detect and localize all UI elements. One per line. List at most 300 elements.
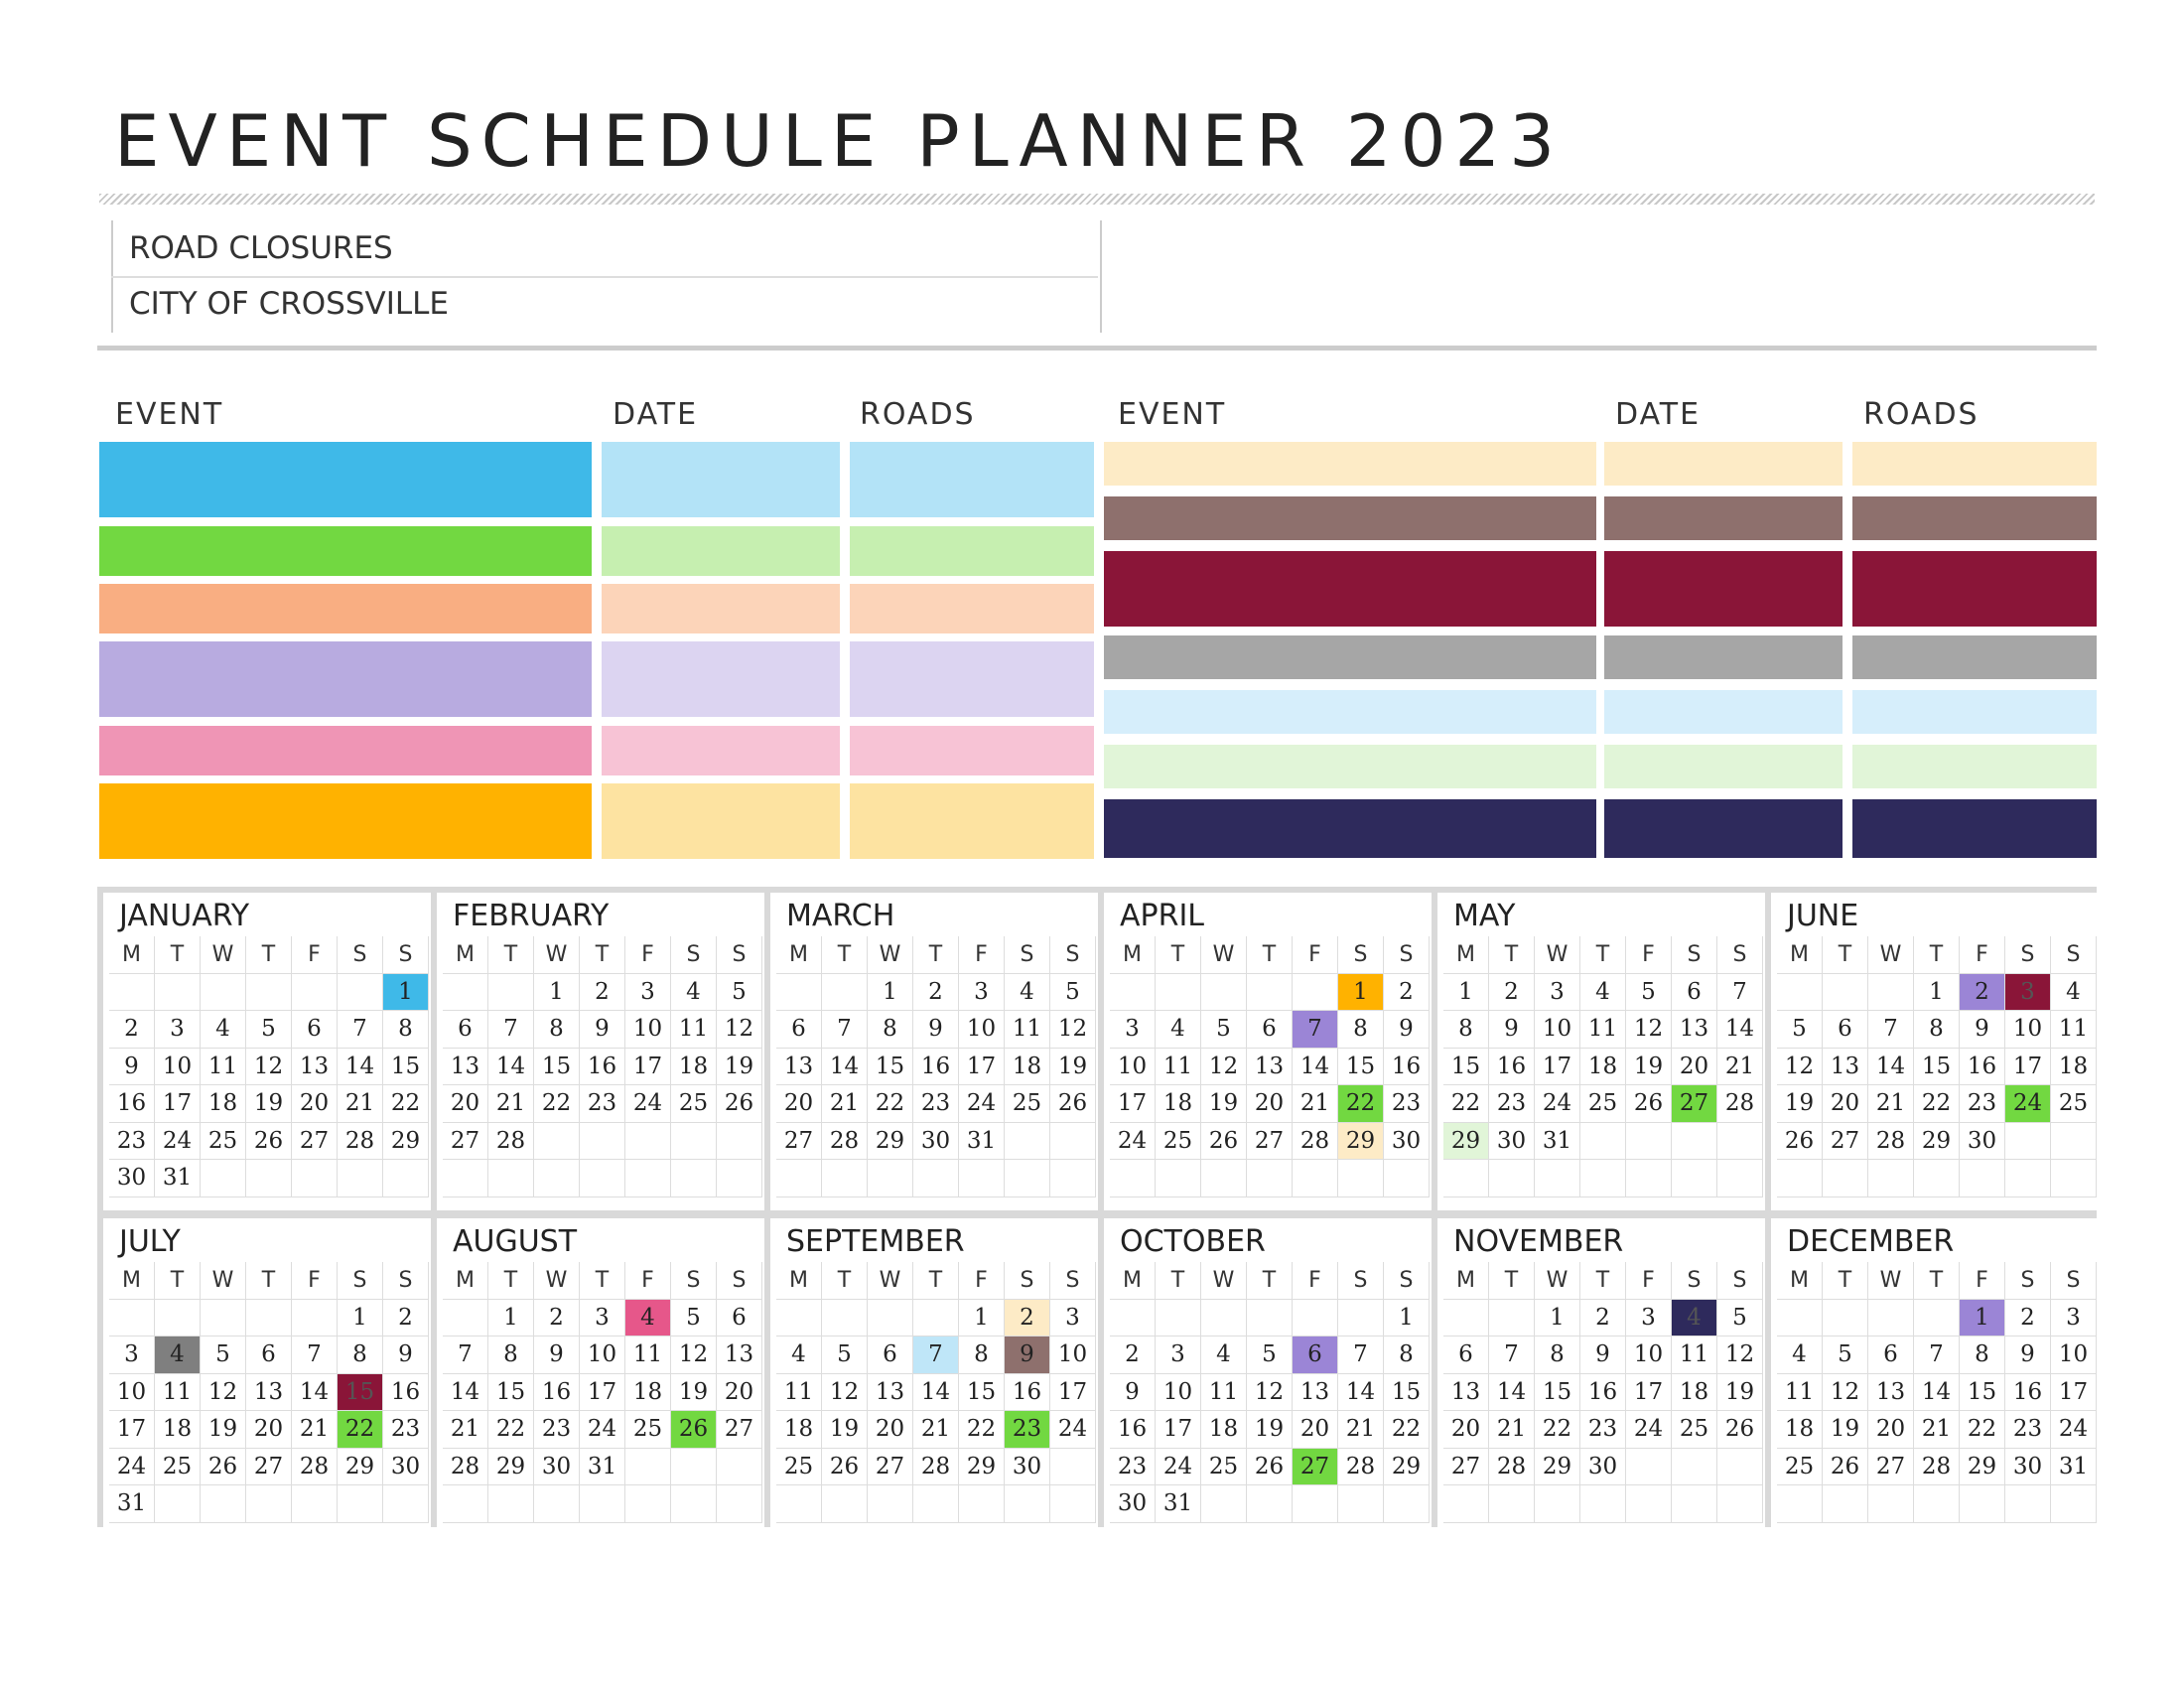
day-cell: 3 [155,1011,201,1049]
event-roads [1852,799,2097,858]
day-cell: 18 [1672,1374,1717,1412]
empty-day-cell [1247,1300,1293,1337]
event-name [99,641,592,717]
day-cell: 5 [246,1011,292,1049]
weekday-label: W [201,936,246,974]
weekday-label: S [1384,1262,1430,1300]
day-cell: 12 [1201,1049,1247,1086]
weekday-label: T [1247,936,1293,974]
day-cell: 26 [822,1449,868,1486]
weekday-label: T [913,936,959,974]
day-cell: 20 [443,1085,488,1123]
day-cell: 17 [109,1411,155,1449]
empty-day-cell [868,1485,913,1523]
col-event-right: EVENT [1118,397,1227,432]
day-cell: 30 [913,1123,959,1161]
day-cell: 9 [1580,1336,1626,1374]
day-cell: 24 [959,1085,1005,1123]
weekday-label: W [1535,1262,1580,1300]
empty-day-cell [292,1485,338,1523]
day-cell: 21 [1338,1411,1384,1449]
month-may [1437,893,1765,1210]
day-cell: 29 [959,1449,1005,1486]
event-roads [850,641,1094,717]
empty-day-cell [201,1160,246,1197]
month-grid [1110,1262,1430,1523]
day-cell: 1 [1443,974,1489,1012]
day-cell: 19 [1777,1085,1823,1123]
empty-day-cell [1580,1160,1626,1197]
day-cell: 27 [443,1123,488,1161]
day-cell: 5 [671,1300,717,1337]
day-cell-highlighted: 1 [383,974,429,1012]
weekday-label: T [913,1262,959,1300]
month-name: JULY [119,1224,181,1259]
day-cell: 11 [1201,1374,1247,1412]
month-name: JUNE [1787,899,1859,933]
day-cell: 21 [1717,1049,1763,1086]
day-cell: 19 [1201,1085,1247,1123]
day-cell: 4 [2051,974,2097,1012]
day-cell: 6 [1868,1336,1914,1374]
empty-day-cell [246,1300,292,1337]
empty-day-cell [1717,1449,1763,1486]
year-calendar [97,887,2097,1527]
empty-day-cell [1005,1160,1050,1197]
empty-day-cell [338,974,383,1012]
empty-day-cell [1777,974,1823,1012]
empty-day-cell [1050,1123,1096,1161]
empty-day-cell [1156,1160,1201,1197]
weekday-label: W [868,1262,913,1300]
weekday-label: F [1293,1262,1338,1300]
day-cell: 29 [338,1449,383,1486]
empty-day-cell [1338,1300,1384,1337]
empty-day-cell [383,1485,429,1523]
day-cell: 25 [671,1085,717,1123]
day-cell: 13 [1247,1049,1293,1086]
day-cell: 31 [580,1449,625,1486]
day-cell: 26 [1777,1123,1823,1161]
day-cell: 9 [534,1336,580,1374]
day-cell: 8 [1338,1011,1384,1049]
day-cell: 22 [1914,1085,1960,1123]
day-cell: 29 [383,1123,429,1161]
empty-day-cell [1777,1160,1823,1197]
weekday-label: F [959,1262,1005,1300]
day-cell: 30 [1005,1449,1050,1486]
day-cell-highlighted: 6 [1293,1336,1338,1374]
day-cell: 23 [580,1085,625,1123]
day-cell: 16 [2005,1374,2051,1412]
day-cell: 28 [822,1123,868,1161]
day-cell: 1 [338,1300,383,1337]
day-cell: 12 [1626,1011,1672,1049]
empty-day-cell [155,1300,201,1337]
month-name: SEPTEMBER [786,1224,965,1259]
day-cell: 10 [2005,1011,2051,1049]
empty-day-cell [246,1160,292,1197]
empty-day-cell [1443,1160,1489,1197]
day-cell: 4 [1777,1336,1823,1374]
day-cell: 10 [2051,1336,2097,1374]
empty-day-cell [671,1160,717,1197]
day-cell: 20 [1672,1049,1717,1086]
weekday-label: T [1489,1262,1535,1300]
day-cell: 26 [1823,1449,1868,1486]
month-grid [109,1262,429,1523]
day-cell: 1 [959,1300,1005,1337]
day-cell: 14 [1717,1011,1763,1049]
empty-day-cell [1443,1300,1489,1337]
weekday-label: S [1005,1262,1050,1300]
day-cell: 30 [2005,1449,2051,1486]
day-cell: 27 [292,1123,338,1161]
empty-day-cell [959,1485,1005,1523]
day-cell: 27 [1823,1123,1868,1161]
day-cell: 17 [1626,1374,1672,1412]
empty-day-cell [1672,1160,1717,1197]
day-cell-highlighted: 2 [1005,1300,1050,1337]
day-cell-highlighted: 9 [1005,1336,1050,1374]
empty-day-cell [776,1485,822,1523]
col-roads-right: ROADS [1863,397,1979,432]
empty-day-cell [1717,1123,1763,1161]
empty-day-cell [1626,1160,1672,1197]
day-cell: 18 [671,1049,717,1086]
header-rule [97,346,2097,351]
day-cell: 11 [1580,1011,1626,1049]
weekday-label: M [1110,1262,1156,1300]
day-cell: 5 [1717,1300,1763,1337]
day-cell: 24 [2051,1411,2097,1449]
day-cell: 16 [383,1374,429,1412]
empty-day-cell [1777,1485,1823,1523]
day-cell: 12 [1823,1374,1868,1412]
day-cell: 24 [1535,1085,1580,1123]
day-cell: 21 [1868,1085,1914,1123]
empty-day-cell [671,1485,717,1523]
empty-day-cell [1823,1300,1868,1337]
weekday-label: S [338,936,383,974]
day-cell: 3 [2051,1300,2097,1337]
day-cell: 30 [1384,1123,1430,1161]
day-cell-highlighted: 24 [2005,1085,2051,1123]
empty-day-cell [1672,1123,1717,1161]
day-cell: 18 [201,1085,246,1123]
empty-day-cell [1050,1160,1096,1197]
day-cell: 13 [1293,1374,1338,1412]
empty-day-cell [776,974,822,1012]
empty-day-cell [338,1160,383,1197]
day-cell: 23 [2005,1411,2051,1449]
day-cell: 21 [443,1411,488,1449]
weekday-label: T [1580,1262,1626,1300]
day-cell: 3 [625,974,671,1012]
day-cell: 4 [1580,974,1626,1012]
weekday-label: S [2005,936,2051,974]
empty-day-cell [1110,1160,1156,1197]
empty-day-cell [1293,974,1338,1012]
day-cell: 12 [822,1374,868,1412]
day-cell: 29 [1535,1449,1580,1486]
day-cell: 16 [534,1374,580,1412]
empty-day-cell [913,1485,959,1523]
day-cell: 11 [1672,1336,1717,1374]
empty-day-cell [822,974,868,1012]
weekday-label: M [443,1262,488,1300]
day-cell: 30 [1580,1449,1626,1486]
day-cell: 17 [155,1085,201,1123]
weekday-label: F [1960,1262,2005,1300]
day-cell: 8 [383,1011,429,1049]
month-november [1437,1218,1765,1536]
weekday-label: S [1717,1262,1763,1300]
day-cell: 19 [717,1049,762,1086]
day-cell: 18 [1777,1411,1823,1449]
day-cell: 7 [1338,1336,1384,1374]
empty-day-cell [1338,1485,1384,1523]
empty-day-cell [776,1160,822,1197]
day-cell: 10 [625,1011,671,1049]
empty-day-cell [155,974,201,1012]
month-grid [776,936,1096,1197]
event-roads [1852,690,2097,734]
empty-day-cell [1156,1300,1201,1337]
event-date [602,726,840,775]
event-name [1104,551,1596,627]
day-cell: 19 [671,1374,717,1412]
event-roads [1852,551,2097,627]
day-cell: 2 [2005,1300,2051,1337]
empty-day-cell [580,1160,625,1197]
empty-day-cell [580,1485,625,1523]
empty-day-cell [959,1160,1005,1197]
day-cell: 28 [1717,1085,1763,1123]
day-cell: 24 [580,1411,625,1449]
day-cell: 22 [868,1085,913,1123]
day-cell: 22 [1384,1411,1430,1449]
empty-day-cell [1914,1160,1960,1197]
day-cell: 3 [959,974,1005,1012]
day-cell: 23 [1960,1085,2005,1123]
day-cell: 6 [246,1336,292,1374]
weekday-label: W [534,936,580,974]
empty-day-cell [1626,1485,1672,1523]
day-cell-highlighted: 15 [338,1374,383,1412]
empty-day-cell [2051,1160,2097,1197]
day-cell: 9 [913,1011,959,1049]
weekday-label: S [1717,936,1763,974]
day-cell: 8 [868,1011,913,1049]
empty-day-cell [580,1123,625,1161]
empty-day-cell [913,1160,959,1197]
day-cell: 7 [1914,1336,1960,1374]
empty-day-cell [625,1160,671,1197]
empty-day-cell [1535,1160,1580,1197]
day-cell: 5 [1823,1336,1868,1374]
day-cell: 31 [109,1485,155,1523]
day-cell: 10 [1156,1374,1201,1412]
day-cell: 8 [338,1336,383,1374]
weekday-label: F [625,936,671,974]
day-cell: 1 [1914,974,1960,1012]
day-cell: 2 [580,974,625,1012]
day-cell: 7 [1868,1011,1914,1049]
day-cell: 12 [717,1011,762,1049]
day-cell-highlighted: 4 [155,1336,201,1374]
weekday-label: T [155,936,201,974]
day-cell: 17 [1156,1411,1201,1449]
weekday-label: F [625,1262,671,1300]
weekday-label: S [2051,1262,2097,1300]
empty-day-cell [625,1449,671,1486]
day-cell: 20 [1247,1085,1293,1123]
event-name [1104,690,1596,734]
day-cell: 22 [1535,1411,1580,1449]
day-cell-highlighted: 27 [1672,1085,1717,1123]
empty-day-cell [1489,1160,1535,1197]
day-cell: 13 [246,1374,292,1412]
day-cell: 11 [1005,1011,1050,1049]
day-cell: 12 [1050,1011,1096,1049]
empty-day-cell [443,1300,488,1337]
event-roads [1852,635,2097,679]
empty-day-cell [1110,974,1156,1012]
day-cell: 26 [1247,1449,1293,1486]
event-date [1604,799,1843,858]
empty-day-cell [1535,1485,1580,1523]
weekday-label: W [1201,936,1247,974]
day-cell: 7 [488,1011,534,1049]
day-cell: 25 [1580,1085,1626,1123]
day-cell: 25 [155,1449,201,1486]
empty-day-cell [1489,1485,1535,1523]
day-cell: 26 [246,1123,292,1161]
day-cell-highlighted: 7 [913,1336,959,1374]
day-cell: 12 [201,1374,246,1412]
weekday-label: T [1156,936,1201,974]
weekday-label: T [1914,1262,1960,1300]
day-cell: 10 [1626,1336,1672,1374]
day-cell: 17 [1050,1374,1096,1412]
day-cell: 5 [1050,974,1096,1012]
day-cell: 13 [776,1049,822,1086]
day-cell-highlighted: 4 [1672,1300,1717,1337]
day-cell: 21 [1914,1411,1960,1449]
day-cell: 24 [1050,1411,1096,1449]
month-name: MAY [1453,899,1516,933]
weekday-label: T [580,936,625,974]
month-october [1104,1218,1432,1536]
month-grid [1777,1262,2097,1523]
day-cell-highlighted: 22 [338,1411,383,1449]
day-cell: 8 [488,1336,534,1374]
weekday-label: T [488,936,534,974]
weekday-label: T [1247,1262,1293,1300]
empty-day-cell [1110,1300,1156,1337]
empty-day-cell [1868,974,1914,1012]
weekday-label: W [1868,1262,1914,1300]
day-cell: 3 [1156,1336,1201,1374]
weekday-label: F [1293,936,1338,974]
day-cell: 29 [1960,1449,2005,1486]
month-name: MARCH [786,899,895,933]
weekday-label: M [443,936,488,974]
empty-day-cell [1960,1485,2005,1523]
empty-day-cell [1005,1485,1050,1523]
day-cell: 19 [1823,1411,1868,1449]
day-cell: 21 [292,1411,338,1449]
empty-day-cell [1201,974,1247,1012]
empty-day-cell [2005,1160,2051,1197]
weekday-label: T [1156,1262,1201,1300]
day-cell-highlighted: 3 [2005,974,2051,1012]
day-cell: 6 [1823,1011,1868,1049]
month-grid [1443,936,1763,1197]
day-cell: 31 [155,1160,201,1197]
day-cell: 26 [1201,1123,1247,1161]
day-cell: 10 [580,1336,625,1374]
month-name: FEBRUARY [453,899,610,933]
day-cell: 9 [2005,1336,2051,1374]
day-cell: 11 [776,1374,822,1412]
month-name: JANUARY [119,899,250,933]
day-cell: 14 [822,1049,868,1086]
day-cell: 16 [913,1049,959,1086]
empty-day-cell [292,1300,338,1337]
day-cell: 8 [534,1011,580,1049]
header-line-1: ROAD CLOSURES [129,230,393,266]
day-cell: 14 [443,1374,488,1412]
day-cell: 4 [201,1011,246,1049]
day-cell: 4 [671,974,717,1012]
event-name [99,726,592,775]
event-date [602,584,840,633]
weekday-label: W [1535,936,1580,974]
col-date-left: DATE [613,397,699,432]
day-cell: 6 [717,1300,762,1337]
day-cell: 6 [776,1011,822,1049]
day-cell: 22 [1443,1085,1489,1123]
day-cell: 23 [1110,1449,1156,1486]
day-cell: 16 [1110,1411,1156,1449]
empty-day-cell [1247,1160,1293,1197]
empty-day-cell [1914,1300,1960,1337]
day-cell: 8 [959,1336,1005,1374]
day-cell: 1 [1535,1300,1580,1337]
empty-day-cell [1384,1485,1430,1523]
day-cell: 17 [625,1049,671,1086]
weekday-label: S [1672,936,1717,974]
day-cell: 4 [1005,974,1050,1012]
empty-day-cell [383,1160,429,1197]
day-cell: 28 [1914,1449,1960,1486]
day-cell: 6 [868,1336,913,1374]
event-name [99,442,592,517]
event-roads [850,442,1094,517]
day-cell: 1 [488,1300,534,1337]
day-cell: 5 [1777,1011,1823,1049]
weekday-label: S [383,936,429,974]
month-name: NOVEMBER [1453,1224,1624,1259]
weekday-label: M [1443,936,1489,974]
day-cell: 27 [868,1449,913,1486]
empty-day-cell [201,1300,246,1337]
day-cell: 5 [1626,974,1672,1012]
event-date [1604,496,1843,540]
day-cell: 23 [913,1085,959,1123]
